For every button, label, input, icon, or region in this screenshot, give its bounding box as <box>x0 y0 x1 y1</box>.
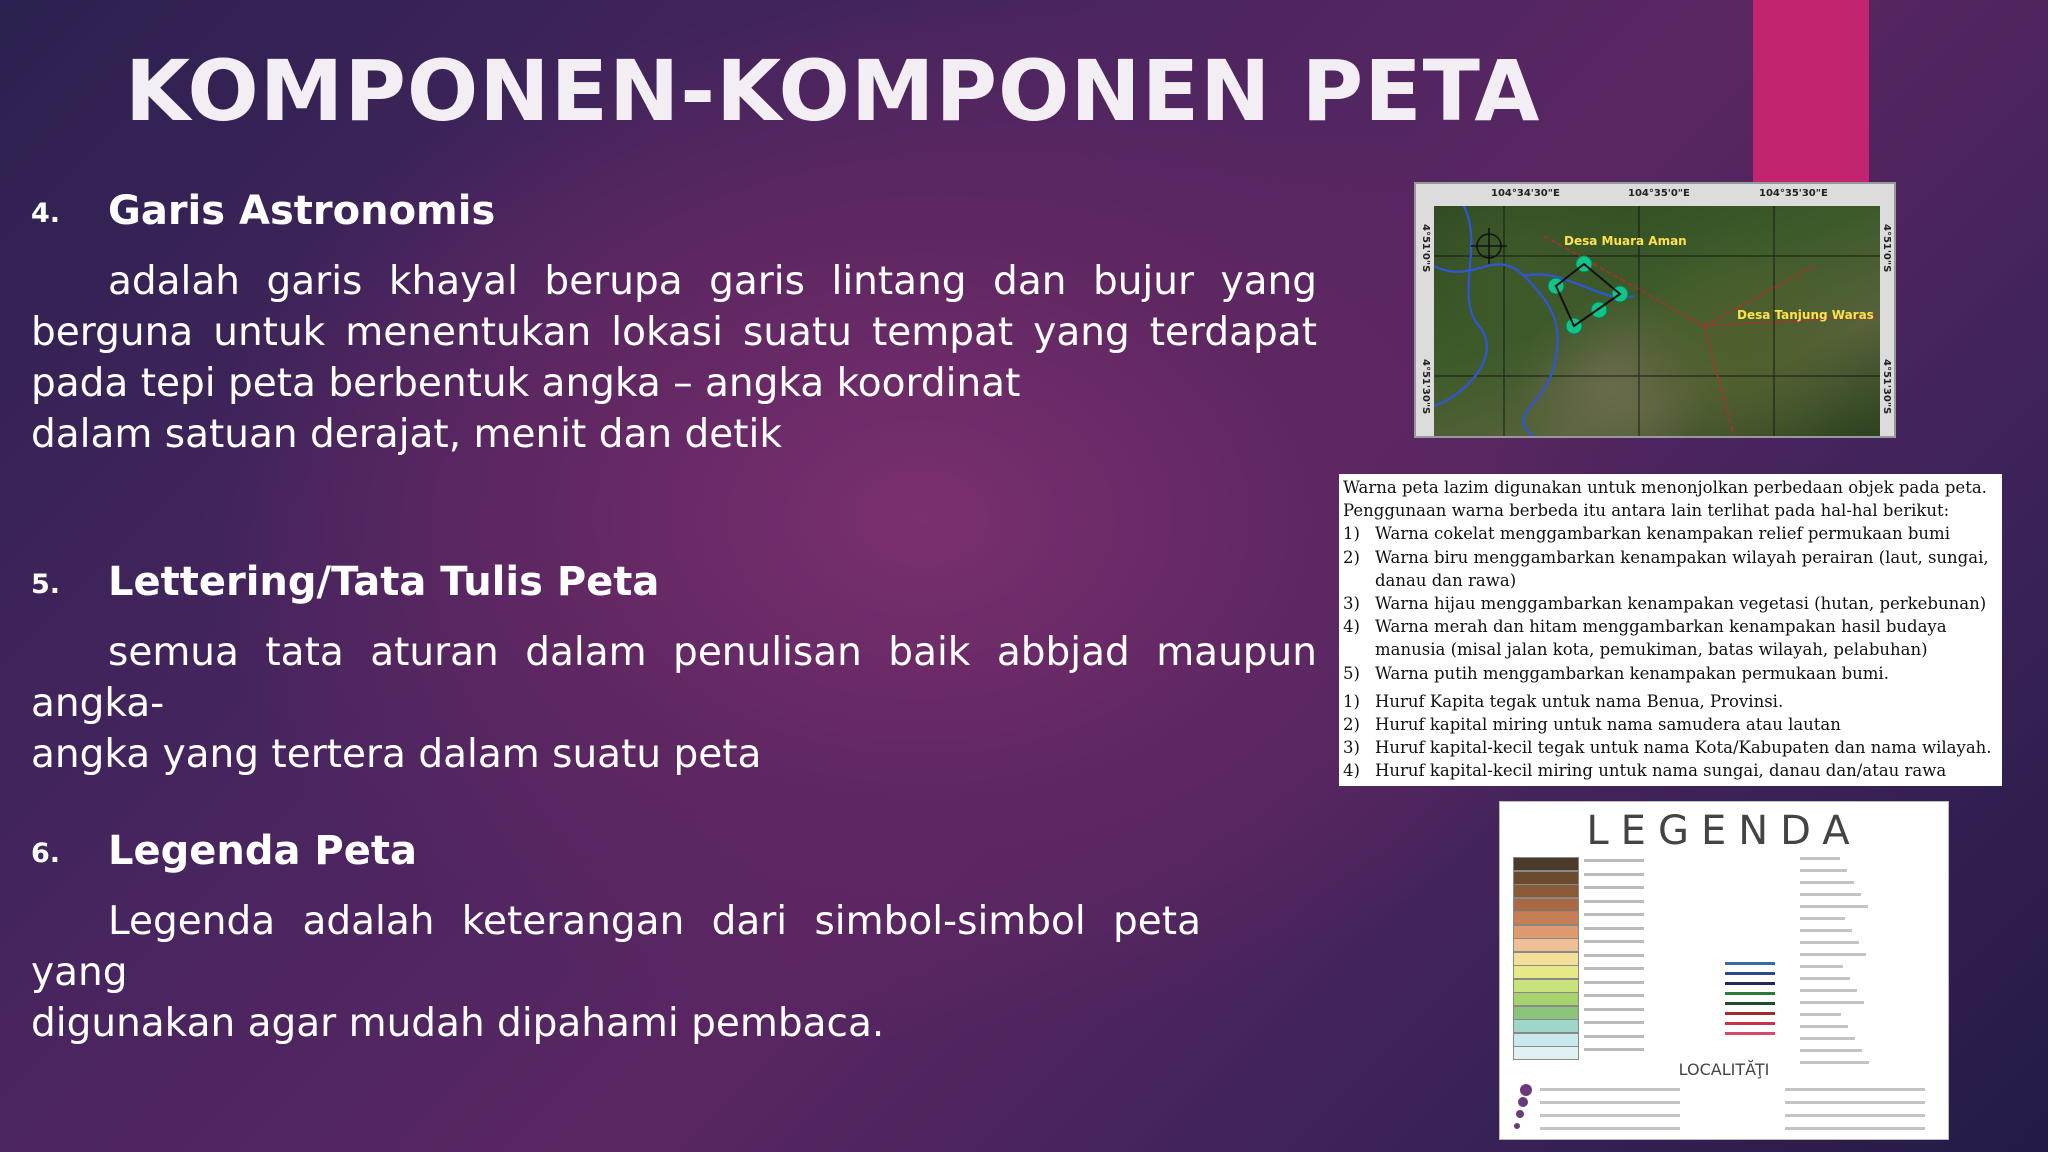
map-coordinates-image <box>1414 182 1896 438</box>
coord-label: 104°35'30"E <box>1759 188 1828 199</box>
legend-swatch <box>1513 884 1579 898</box>
section-body-main: semua tata aturan dalam penulisan baik abbjad maupun angka- <box>31 630 1317 726</box>
section-body <box>0 256 1317 460</box>
legend-item-line <box>1800 1013 1841 1016</box>
legend-swatch <box>1513 952 1579 966</box>
legend-line-symbol <box>1725 962 1775 965</box>
map-color-lettering-text-image <box>1339 474 2002 786</box>
legend-swatch-line <box>1584 981 1644 984</box>
legend-item-line <box>1800 1025 1848 1028</box>
list-item: 3) Warna hijau menggambarkan kenampakan vegetasi (hutan, perkebunan) <box>1343 594 1987 614</box>
legend-swatch <box>1513 857 1579 871</box>
section-number: 4. <box>31 198 61 229</box>
section-heading: Legenda Peta <box>108 828 417 874</box>
list-item: 1) Huruf Kapita tegak untuk nama Benua, Provinsi. <box>1343 691 1784 711</box>
coord-label: 104°34'30"E <box>1491 188 1560 199</box>
list-item: 1) Warna cokelat menggambarkan kenampakan relief permukaan bumi <box>1343 524 1950 544</box>
legend-item-line <box>1800 1001 1864 1004</box>
section-body-main: Legenda adalah keterangan dari simbol-simbol peta yang <box>31 899 1201 995</box>
legend-item-line <box>1800 881 1854 884</box>
legend-swatch-line <box>1584 927 1644 930</box>
section-number: 5. <box>31 569 61 600</box>
legend-item-line <box>1800 905 1868 908</box>
legend-locality-line <box>1540 1114 1680 1117</box>
legend-title: LEGENDA <box>1586 808 1862 854</box>
list-item: 5) Warna putih menggambarkan kenampakan permukaan bumi. <box>1343 663 1889 683</box>
legend-locality-line <box>1785 1114 1925 1117</box>
list-item: 3) Huruf kapital-kecil tegak untuk nama Kota/Kabupaten dan nama wilayah. <box>1343 738 1992 758</box>
coord-label: 4°51'0"S <box>1881 224 1892 273</box>
legend-swatch-line <box>1584 900 1644 903</box>
legend-swatch <box>1513 1033 1579 1047</box>
legend-swatch-line <box>1584 1021 1644 1024</box>
legend-swatch-line <box>1584 1035 1644 1038</box>
legend-line-symbol <box>1725 982 1775 985</box>
legend-item-line <box>1800 893 1861 896</box>
legend-locality-dot <box>1516 1110 1524 1118</box>
legend-swatch <box>1513 925 1579 939</box>
legend-line-symbol <box>1725 1032 1775 1035</box>
legend-item-line <box>1800 1061 1869 1064</box>
place-label: Desa Muara Aman <box>1564 234 1687 248</box>
legend-swatch-line <box>1584 1048 1644 1051</box>
legend-item-line <box>1800 989 1857 992</box>
legend-swatch-line <box>1584 886 1644 889</box>
section-heading: Garis Astronomis <box>108 188 496 234</box>
coord-label: 4°51'30"S <box>1420 359 1431 415</box>
legend-swatch <box>1513 1019 1579 1033</box>
legend-locality-line <box>1540 1127 1680 1130</box>
section-body-tail: dalam satuan derajat, menit dan detik <box>31 412 782 457</box>
legend-item-line <box>1800 965 1843 968</box>
slide-title: KOMPONEN-KOMPONEN PETA <box>125 42 1541 140</box>
legend-locality-line <box>1785 1088 1925 1091</box>
section-body <box>0 896 1201 1049</box>
legend-line-symbol <box>1725 992 1775 995</box>
legend-locality-dot <box>1520 1084 1532 1096</box>
legend-locality-line <box>1540 1101 1680 1104</box>
legend-line-symbol <box>1725 1002 1775 1005</box>
section-lettering <box>0 559 1330 780</box>
legend-locality-dot <box>1514 1123 1520 1129</box>
legend-swatch <box>1513 965 1579 979</box>
coord-label: 104°35'0"E <box>1628 188 1690 199</box>
legend-item-line <box>1800 977 1850 980</box>
list-item: manusia (misal jalan kota, pemukiman, batas wilayah, pelabuhan) <box>1375 640 1928 660</box>
section-number: 6. <box>31 838 61 869</box>
legend-subtitle: LOCALITĂŢI <box>1678 1060 1770 1079</box>
legend-locality-line <box>1540 1088 1680 1091</box>
list-item: 4) Huruf kapital-kecil miring untuk nama sungai, danau dan/atau rawa <box>1343 761 1947 781</box>
legend-swatch-line <box>1584 859 1644 862</box>
legend-swatch-line <box>1584 1008 1644 1011</box>
legend-item-line <box>1800 1037 1855 1040</box>
legend-swatch <box>1513 938 1579 952</box>
section-body <box>0 627 1317 780</box>
legend-item-line <box>1800 953 1866 956</box>
section-body-tail: digunakan agar mudah dipahami pembaca. <box>31 1001 885 1046</box>
legend-swatch-line <box>1584 873 1644 876</box>
legend-locality-dot <box>1518 1097 1528 1107</box>
legend-swatch-line <box>1584 994 1644 997</box>
list-item: danau dan rawa) <box>1375 570 1517 590</box>
list-item: 4) Warna merah dan hitam menggambarkan kenampakan hasil budaya <box>1343 617 1947 637</box>
legend-locality-line <box>1785 1101 1925 1104</box>
legend-swatch <box>1513 911 1579 925</box>
legend-item-line <box>1800 941 1859 944</box>
legend-swatch-line <box>1584 954 1644 957</box>
coord-label: 4°51'30"S <box>1881 359 1892 415</box>
place-label: Desa Tanjung Waras <box>1737 308 1874 322</box>
legend-item-line <box>1800 1049 1862 1052</box>
list-item: 2) Huruf kapital miring untuk nama samudera atau lautan <box>1343 715 1841 735</box>
legend-swatch-line <box>1584 913 1644 916</box>
legend-swatch <box>1513 871 1579 885</box>
section-body-tail: angka yang tertera dalam suatu peta <box>31 732 762 777</box>
text-line: Penggunaan warna berbeda itu antara lain terlihat pada hal-hal berikut: <box>1343 501 1950 521</box>
legend-item-line <box>1800 857 1840 860</box>
legend-swatch <box>1513 1046 1579 1060</box>
section-legenda <box>0 828 1330 1049</box>
legend-swatch <box>1513 1006 1579 1020</box>
list-item: 2) Warna biru menggambarkan kenampakan wilayah perairan (laut, sungai, <box>1343 547 1989 567</box>
section-body-main: adalah garis khayal berupa garis lintang dan bujur yang berguna untuk menentukan lokasi suatu tempat yang terdapat pada tepi peta berbentuk angka – angka koordinat <box>31 259 1317 406</box>
legend-swatch <box>1513 992 1579 1006</box>
legend-swatch <box>1513 898 1579 912</box>
accent-bar <box>1753 0 1869 184</box>
legend-image <box>1499 801 1949 1140</box>
legend-line-symbol <box>1725 972 1775 975</box>
legend-line-symbol <box>1725 1022 1775 1025</box>
legend-swatch-line <box>1584 967 1644 970</box>
legend-swatch-line <box>1584 940 1644 943</box>
section-heading: Lettering/Tata Tulis Peta <box>108 559 660 605</box>
coord-label: 4°51'0"S <box>1420 224 1431 273</box>
legend-line-symbol <box>1725 1012 1775 1015</box>
legend-item-line <box>1800 929 1852 932</box>
legend-locality-line <box>1785 1127 1925 1130</box>
section-garis-astronomis <box>0 188 1330 460</box>
legend-item-line <box>1800 917 1845 920</box>
satellite-map <box>1434 206 1880 436</box>
text-line: Warna peta lazim digunakan untuk menonjolkan perbedaan objek pada peta. <box>1343 478 1987 497</box>
legend-swatch <box>1513 979 1579 993</box>
legend-item-line <box>1800 869 1847 872</box>
